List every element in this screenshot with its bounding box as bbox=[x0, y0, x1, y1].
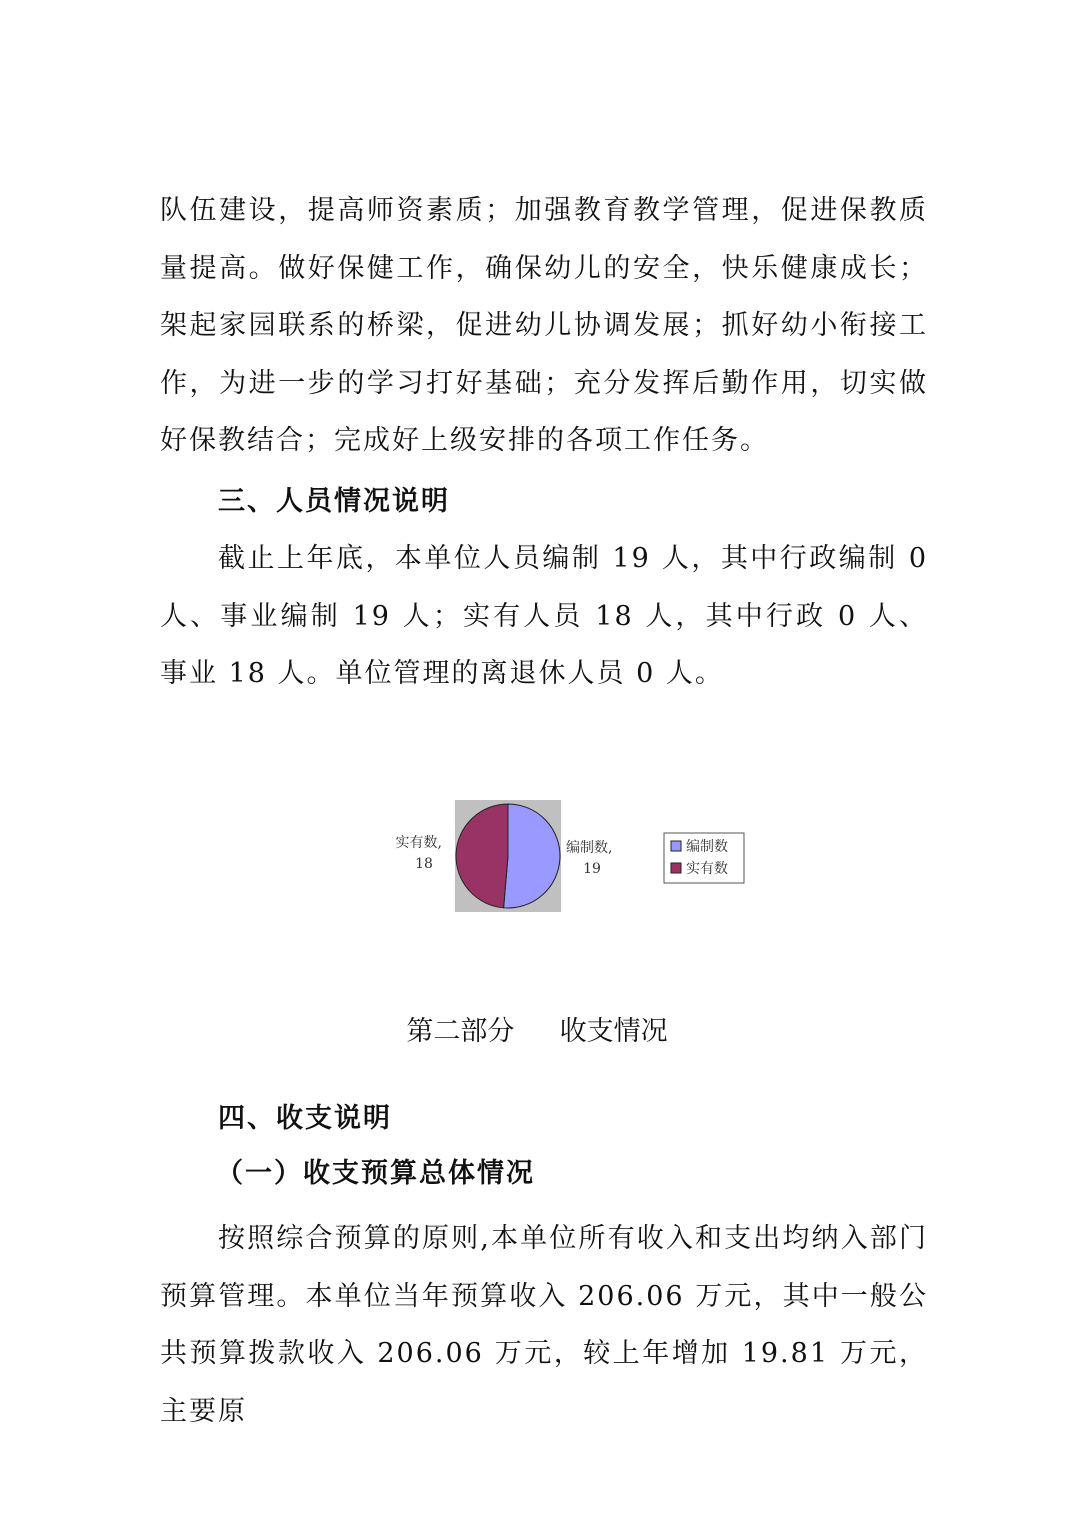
part-title-number: 第二部分 bbox=[406, 1016, 515, 1047]
legend-swatch bbox=[671, 841, 681, 851]
slice-label-value: 19 bbox=[583, 861, 601, 877]
paragraph-continued: 队伍建设，提高师资素质；加强教育教学管理，促进保教质量提高。做好保健工作，确保幼儿的安全，快乐健康成长；架起家园联系的桥梁，促进幼儿协调发展；抓好幼小衔接工作，为进一步的学习打好基础；充分发挥后勤作用，切实做好保教结合；完成好上级安排的各项工作任务。 bbox=[160, 195, 928, 456]
subsection-heading-1: （一）收支预算总体情况 bbox=[216, 1158, 535, 1189]
paragraph-staff: 截止上年底，本单位人员编制 19 人，其中行政编制 0 人、事业编制 19 人；实有人员 18 人，其中行政 0 人、事业 18 人。单位管理的离退休人员 0 人。 bbox=[160, 543, 928, 689]
part-title-text: 收支情况 bbox=[559, 1016, 668, 1047]
slice-label-name: 实有数, bbox=[395, 835, 442, 851]
slice-label-name: 编制数, bbox=[566, 840, 613, 856]
slice-label-value: 18 bbox=[415, 856, 433, 872]
legend-swatch bbox=[671, 863, 681, 873]
legend-label: 编制数 bbox=[686, 839, 728, 855]
legend-label: 实有数 bbox=[686, 861, 728, 877]
section-heading-3: 三、人员情况说明 bbox=[218, 486, 450, 517]
staff-pie-chart bbox=[380, 795, 760, 925]
part-title bbox=[0, 1012, 1074, 1052]
section-heading-4: 四、收支说明 bbox=[218, 1103, 392, 1134]
paragraph-budget: 按照综合预算的原则,本单位所有收入和支出均纳入部门预算管理。本单位当年预算收入 206.06 万元，其中一般公共预算拨款收入 206.06 万元，较上年增加 19.81 万元，主要原 bbox=[160, 1223, 928, 1427]
pie-chart-svg bbox=[380, 795, 760, 925]
